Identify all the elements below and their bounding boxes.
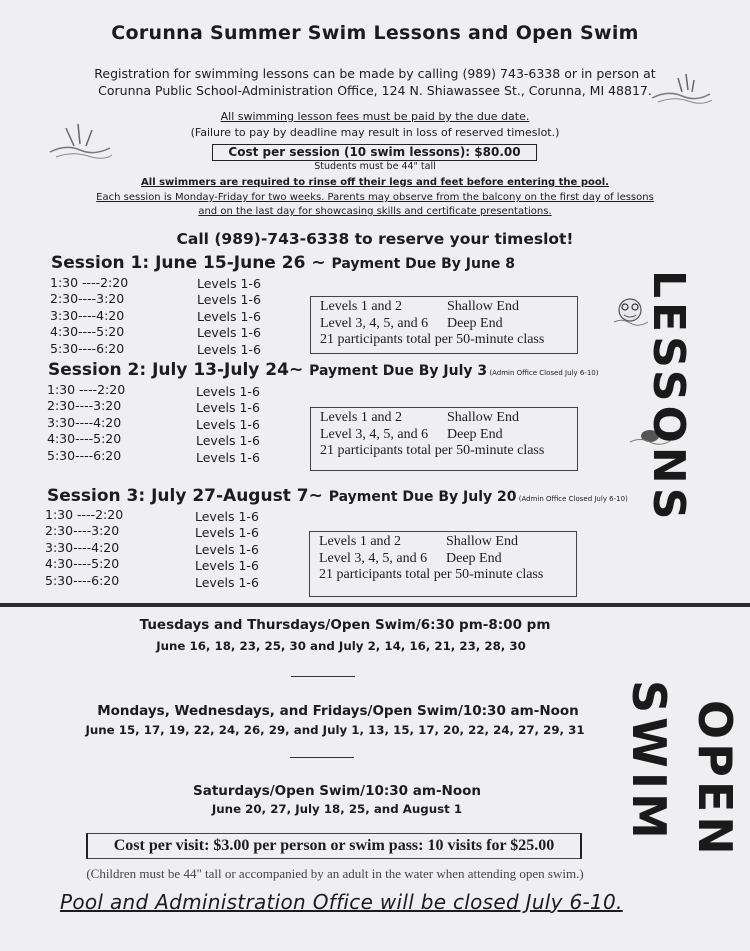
registration-line-1: Registration for swimming lessons can be made by calling (989) 743-6338 or in person at: [94, 66, 656, 81]
time-slot: 4:30----5:20: [45, 556, 120, 572]
open-swim-saturday-dates: June 20, 27, July 18, 25, and August 1: [211, 802, 463, 816]
level-range: Levels 1-6: [195, 509, 259, 524]
session-3-times: [45, 507, 123, 589]
registration-line-2: Corunna Public School-Administration Office, 124 N. Shiawassee St., Corunna, MI 48817.: [98, 83, 652, 98]
level-range: Levels 1-6: [195, 541, 259, 557]
level-range: Levels 1-6: [196, 400, 260, 416]
time-slot: 5:30----6:20: [50, 340, 125, 356]
deep-end: Deep End: [447, 426, 503, 442]
swimmer-sketch-icon: [648, 68, 714, 108]
time-slot: 3:30----4:20: [47, 414, 122, 430]
shallow-end: Shallow End: [447, 299, 519, 314]
level-range: Levels 1-6: [195, 574, 259, 590]
session-1-payment: Payment Due By June 8: [331, 256, 516, 272]
level-range: Levels 1-6: [197, 276, 261, 291]
session-2-times: [47, 382, 125, 464]
shallow-end: Shallow End: [447, 410, 519, 425]
session-2-levels: [196, 384, 260, 466]
level-range: Levels 1-6: [195, 525, 259, 541]
session-3-office-note: (Admin Office Closed July 6-10): [516, 495, 628, 503]
session-3-levels: [195, 509, 259, 591]
time-slot: 4:30----5:20: [50, 324, 125, 340]
height-requirement: Students must be 44" tall: [314, 161, 436, 172]
cost-per-session-box: [212, 144, 537, 161]
level-range: Levels 1-6: [196, 449, 260, 465]
level-range: Levels 1-6: [197, 341, 261, 357]
cost-per-visit-box: Cost per visit: $3.00 per person or swim pass: 10 visits for $25.00: [86, 833, 582, 859]
call-to-reserve: Call (989)-743-6338 to reserve your timeslot!: [176, 230, 574, 248]
fees-due-notice: All swimming lesson fees must be paid by the due date.: [220, 110, 530, 123]
level-range: Levels 1-6: [196, 416, 260, 432]
session-1-times: [50, 275, 128, 357]
time-slot: 5:30----6:20: [45, 572, 120, 588]
deep-levels: Level 3, 4, 5, and 6: [320, 426, 429, 442]
session-rule-line-2: and on the last day for showcasing skills and certificate presentations.: [198, 206, 552, 217]
level-range: Levels 1-6: [197, 308, 261, 324]
level-range: Levels 1-6: [196, 433, 260, 449]
deep-levels: Level 3, 4, 5, and 6: [320, 315, 429, 331]
session-1-dates: Session 1: June 15-June 26 ~: [51, 253, 332, 273]
rinse-rule: All swimmers are required to rinse off their legs and feet before entering the pool.: [141, 177, 609, 188]
open-swim-tue-thu-dates: June 16, 18, 23, 25, 30 and July 2, 14, 16, 21, 23, 28, 30: [156, 639, 526, 653]
session-2-payment: Payment Due By July 3: [309, 363, 488, 379]
section-divider: [0, 603, 750, 607]
lessons-handwritten: LESSONS: [643, 270, 694, 524]
open-swim-tue-thu-heading: Tuesdays and Thursdays/Open Swim/6:30 pm-8:00 pm: [139, 617, 551, 633]
session-2-heading: [48, 360, 598, 380]
open-swim-saturday-heading: Saturdays/Open Swim/10:30 am-Noon: [192, 783, 481, 799]
level-range: Levels 1-6: [197, 325, 261, 341]
level-range: Levels 1-6: [197, 292, 261, 308]
session-rule-line-1: Each session is Monday-Friday for two weeks. Parents may observe from the balcony on the first day of lessons: [96, 192, 654, 203]
time-slot: 1:30 ----2:20: [47, 382, 126, 397]
session-3-payment: Payment Due By July 20: [328, 489, 517, 505]
session-2-dates: Session 2: July 13-July 24~: [48, 360, 310, 380]
session-1-info-box: [310, 296, 578, 354]
swim-handwritten: SWIM: [622, 680, 676, 843]
time-slot: 2:30----3:20: [47, 398, 122, 414]
session-2-office-note: (Admin Office Closed July 6-10): [487, 369, 599, 377]
level-range: Levels 1-6: [195, 558, 259, 574]
shallow-levels: Levels 1 and 2: [319, 534, 402, 549]
shallow-levels: Levels 1 and 2: [320, 299, 403, 314]
shallow-levels: Levels 1 and 2: [320, 410, 403, 425]
blank-line: [291, 676, 355, 677]
deep-levels: Level 3, 4, 5, and 6: [319, 550, 428, 566]
time-slot: 1:30 ----2:20: [50, 275, 129, 290]
open-swim-mwf-dates: June 15, 17, 19, 22, 24, 26, 29, and July 1, 13, 15, 17, 20, 22, 24, 27, 29, 31: [85, 723, 585, 737]
time-slot: 3:30----4:20: [50, 307, 125, 323]
flyer-title: Corunna Summer Swim Lessons and Open Swim: [111, 22, 639, 44]
time-slot: 5:30----6:20: [47, 447, 122, 463]
time-slot: 2:30----3:20: [45, 523, 120, 539]
time-slot: 3:30----4:20: [45, 539, 120, 555]
participants-note: 21 participants total per 50-minute class: [320, 443, 545, 458]
deep-end: Deep End: [447, 315, 503, 331]
participants-note: 21 participants total per 50-minute class: [319, 567, 544, 582]
fees-failure-notice: (Failure to pay by deadline may result in loss of reserved timeslot.): [190, 126, 560, 139]
time-slot: 1:30 ----2:20: [45, 507, 124, 522]
shallow-end: Shallow End: [446, 534, 518, 549]
cost-per-session-label: Cost per session (10 swim lessons):: [228, 145, 471, 159]
session-3-dates: Session 3: July 27-August 7~: [47, 486, 329, 506]
open-swim-mwf-heading: Mondays, Wednesdays, and Fridays/Open Swim/10:30 am-Noon: [97, 703, 579, 719]
session-3-info-box: [309, 531, 577, 597]
children-note: (Children must be 44" tall or accompanied by an adult in the water when attending open swim.): [86, 866, 584, 881]
level-range: Levels 1-6: [196, 384, 260, 399]
cost-per-session-value: $80.00: [474, 145, 521, 159]
participants-note: 21 participants total per 50-minute class: [320, 332, 545, 347]
time-slot: 4:30----5:20: [47, 431, 122, 447]
blank-line: [290, 757, 354, 758]
deep-end: Deep End: [446, 550, 502, 566]
session-1-levels: [197, 276, 261, 358]
session-1-heading: [51, 253, 515, 273]
session-3-heading: [47, 486, 628, 506]
closed-notice: Pool and Administration Office will be closed July 6-10.: [60, 890, 623, 914]
open-handwritten: OPEN: [688, 700, 742, 859]
time-slot: 2:30----3:20: [50, 291, 125, 307]
session-2-info-box: [310, 407, 578, 471]
